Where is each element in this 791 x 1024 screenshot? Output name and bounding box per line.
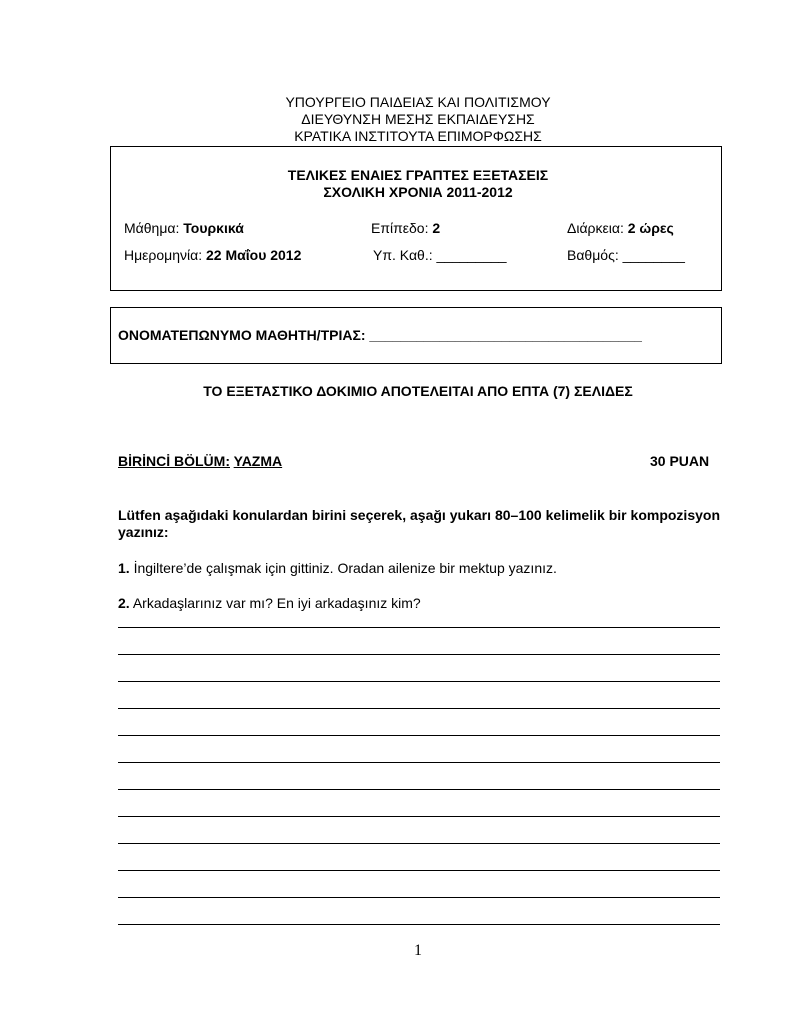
institutes-heading: ΚΡΑΤΙΚΑ ΙΝΣΤΙΤΟΥΤΑ ΕΠΙΜΟΡΦΩΣΗΣ xyxy=(294,128,542,144)
pages-note: ΤΟ ΕΞΕΤΑΣΤΙΚΟ ΔΟΚΙΜΙΟ ΑΠΟΤΕΛΕΙΤΑΙ ΑΠΟ ΕΠΤΑ (7) ΣΕΛΙΔΕΣ xyxy=(203,383,633,399)
grade-field: Βαθμός: ________ xyxy=(567,247,685,263)
date-field xyxy=(124,247,301,263)
writing-line xyxy=(118,654,720,655)
topic-1 xyxy=(118,560,557,576)
section-instruction: Lütfen aşağıdaki konulardan birini seçerek, aşağı yukarı 80–100 kelimelik bir kompozisyon yazınız: xyxy=(118,507,720,540)
ministry-heading: ΥΠΟΥΡΓΕΙΟ ΠΑΙΔΕΙΑΣ ΚΑΙ ΠΟΛΙΤΙΣΜΟΥ xyxy=(285,94,551,110)
date-label: Ημερομηνία: xyxy=(124,247,207,263)
writing-line xyxy=(118,789,720,790)
level-label: Επίπεδο: xyxy=(371,220,433,236)
subject-field xyxy=(124,220,244,236)
school-year: ΣΧΟΛΙΚΗ ΧΡΟΝΙΑ 2011-2012 xyxy=(323,184,513,200)
writing-line xyxy=(118,924,720,925)
topic-2 xyxy=(118,595,421,611)
duration-field xyxy=(567,220,674,236)
exam-title: ΤΕΛΙΚΕΣ ΕΝΑΙΕΣ ΓΡΑΠΤΕΣ ΕΞΕΤΑΣΕΙΣ xyxy=(287,167,549,183)
section-title-part1: BİRİNCİ BÖLÜM: xyxy=(118,453,230,469)
topic-1-text: İngiltere’de çalışmak için gittiniz. Oradan ailenize bir mektup yazınız. xyxy=(133,560,557,576)
topic-1-number: 1. xyxy=(118,560,130,576)
section-title-part2: YAZMA xyxy=(233,453,283,469)
writing-line xyxy=(118,681,720,682)
duration-value: 2 ώρες xyxy=(627,220,674,236)
writing-line xyxy=(118,870,720,871)
topic-2-number: 2. xyxy=(118,595,130,611)
page-number: 1 xyxy=(414,942,422,959)
topic-2-text: Arkadaşlarınız var mı? En iyi arkadaşınız kim? xyxy=(132,595,421,611)
level-field xyxy=(371,220,440,236)
teacher-signature-field: Υπ. Καθ.: _________ xyxy=(373,247,507,263)
section-points: 30 PUAN xyxy=(650,453,710,469)
duration-label: Διάρκεια: xyxy=(567,220,628,236)
subject-value: Τουρκικά xyxy=(183,220,244,236)
directorate-heading: ΔΙΕΥΘΥΝΣΗ ΜΕΣΗΣ ΕΚΠΑΙΔΕΥΣΗΣ xyxy=(301,111,535,127)
student-name-field: ΟΝΟΜΑΤΕΠΩΝΥΜΟ ΜΑΘΗΤΗ/ΤΡΙΑΣ: ___________________________________ xyxy=(118,327,642,343)
date-value: 22 Μαΐου 2012 xyxy=(206,247,302,263)
writing-line xyxy=(118,708,720,709)
writing-line xyxy=(118,816,720,817)
subject-label: Μάθημα: xyxy=(124,220,184,236)
writing-line xyxy=(118,627,720,628)
writing-line xyxy=(118,897,720,898)
section-title xyxy=(118,453,282,469)
writing-line xyxy=(118,762,720,763)
writing-line xyxy=(118,735,720,736)
level-value: 2 xyxy=(432,220,441,236)
writing-line xyxy=(118,843,720,844)
